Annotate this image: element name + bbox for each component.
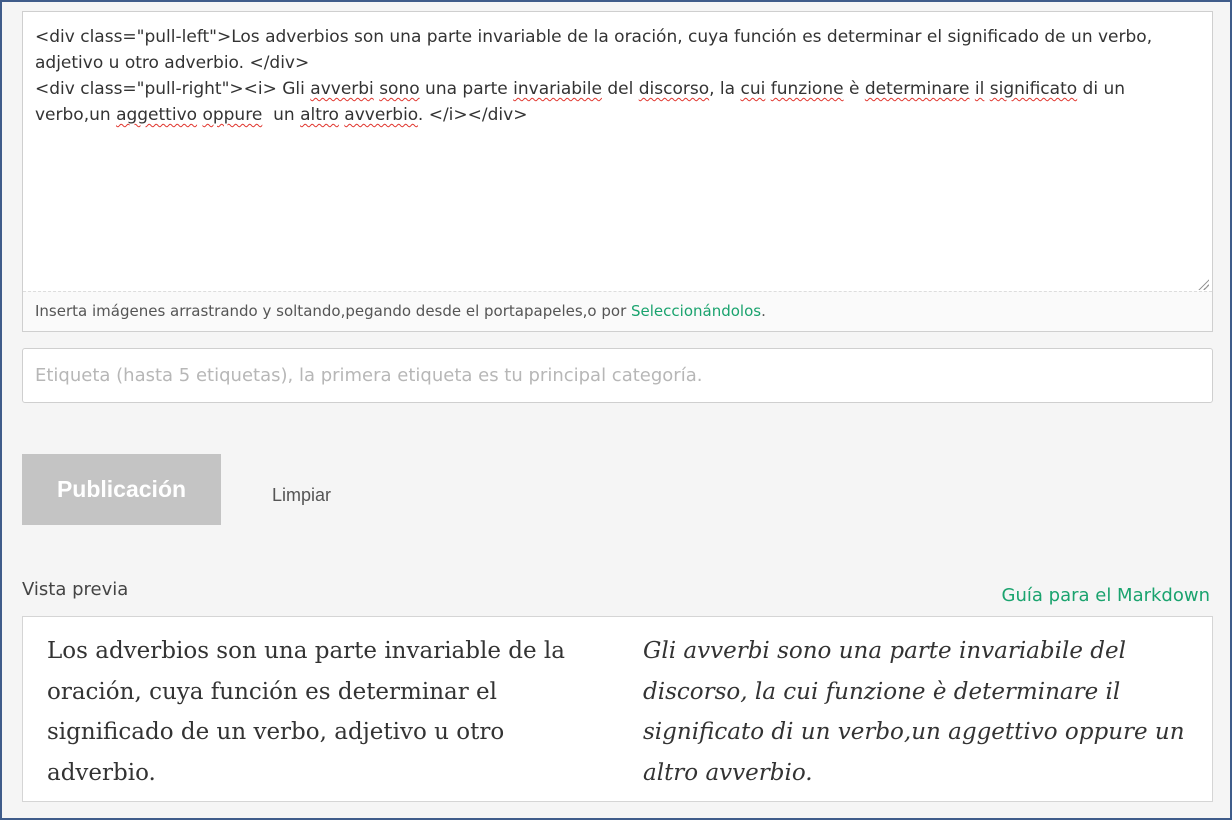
preview-pull-left: Los adverbios son una parte invariable de la oración, cuya función es determinar el significado de un verbo, adjetivo u otro adverbio. [47, 638, 565, 786]
preview-label: Vista previa [22, 579, 129, 600]
editor-line-1: <div class="pull-left">Los adverbios son una parte invariable de la oración, cuya función es determinar el significado de un verbo, adjetivo u otro adverbio. </div> [35, 27, 1158, 73]
preview-panel [22, 616, 1213, 802]
clear-button[interactable]: Limpiar [272, 485, 332, 505]
image-upload-hint: Inserta imágenes arrastrando y soltando,pegando desde el portapapeles,o por [35, 302, 632, 320]
footer-period: . [761, 302, 766, 320]
editor-textarea[interactable] [23, 12, 1212, 294]
preview-pull-right: Gli avverbi sono una parte invariabile del discorso, la cui funzione è determinare il significato di un verbo,un aggettivo oppure un altro avverbio. [643, 638, 1185, 786]
post-editor[interactable] [22, 11, 1213, 332]
editor-line-2: <div class="pull-right"><i> Gli avverbi sono una parte invariabile del discorso, la cui funzione è determinare il significato di un verbo,un aggettivo oppure un altro avverbio. </i></div> [35, 79, 1131, 125]
tag-input[interactable] [22, 348, 1213, 403]
editor-footer [23, 291, 1212, 331]
select-images-link[interactable]: Seleccionándolos [631, 302, 762, 320]
publish-button[interactable]: Publicación [22, 454, 221, 525]
resize-handle-icon[interactable] [1197, 278, 1209, 290]
markdown-guide-link[interactable]: Guía para el Markdown [1001, 585, 1210, 606]
